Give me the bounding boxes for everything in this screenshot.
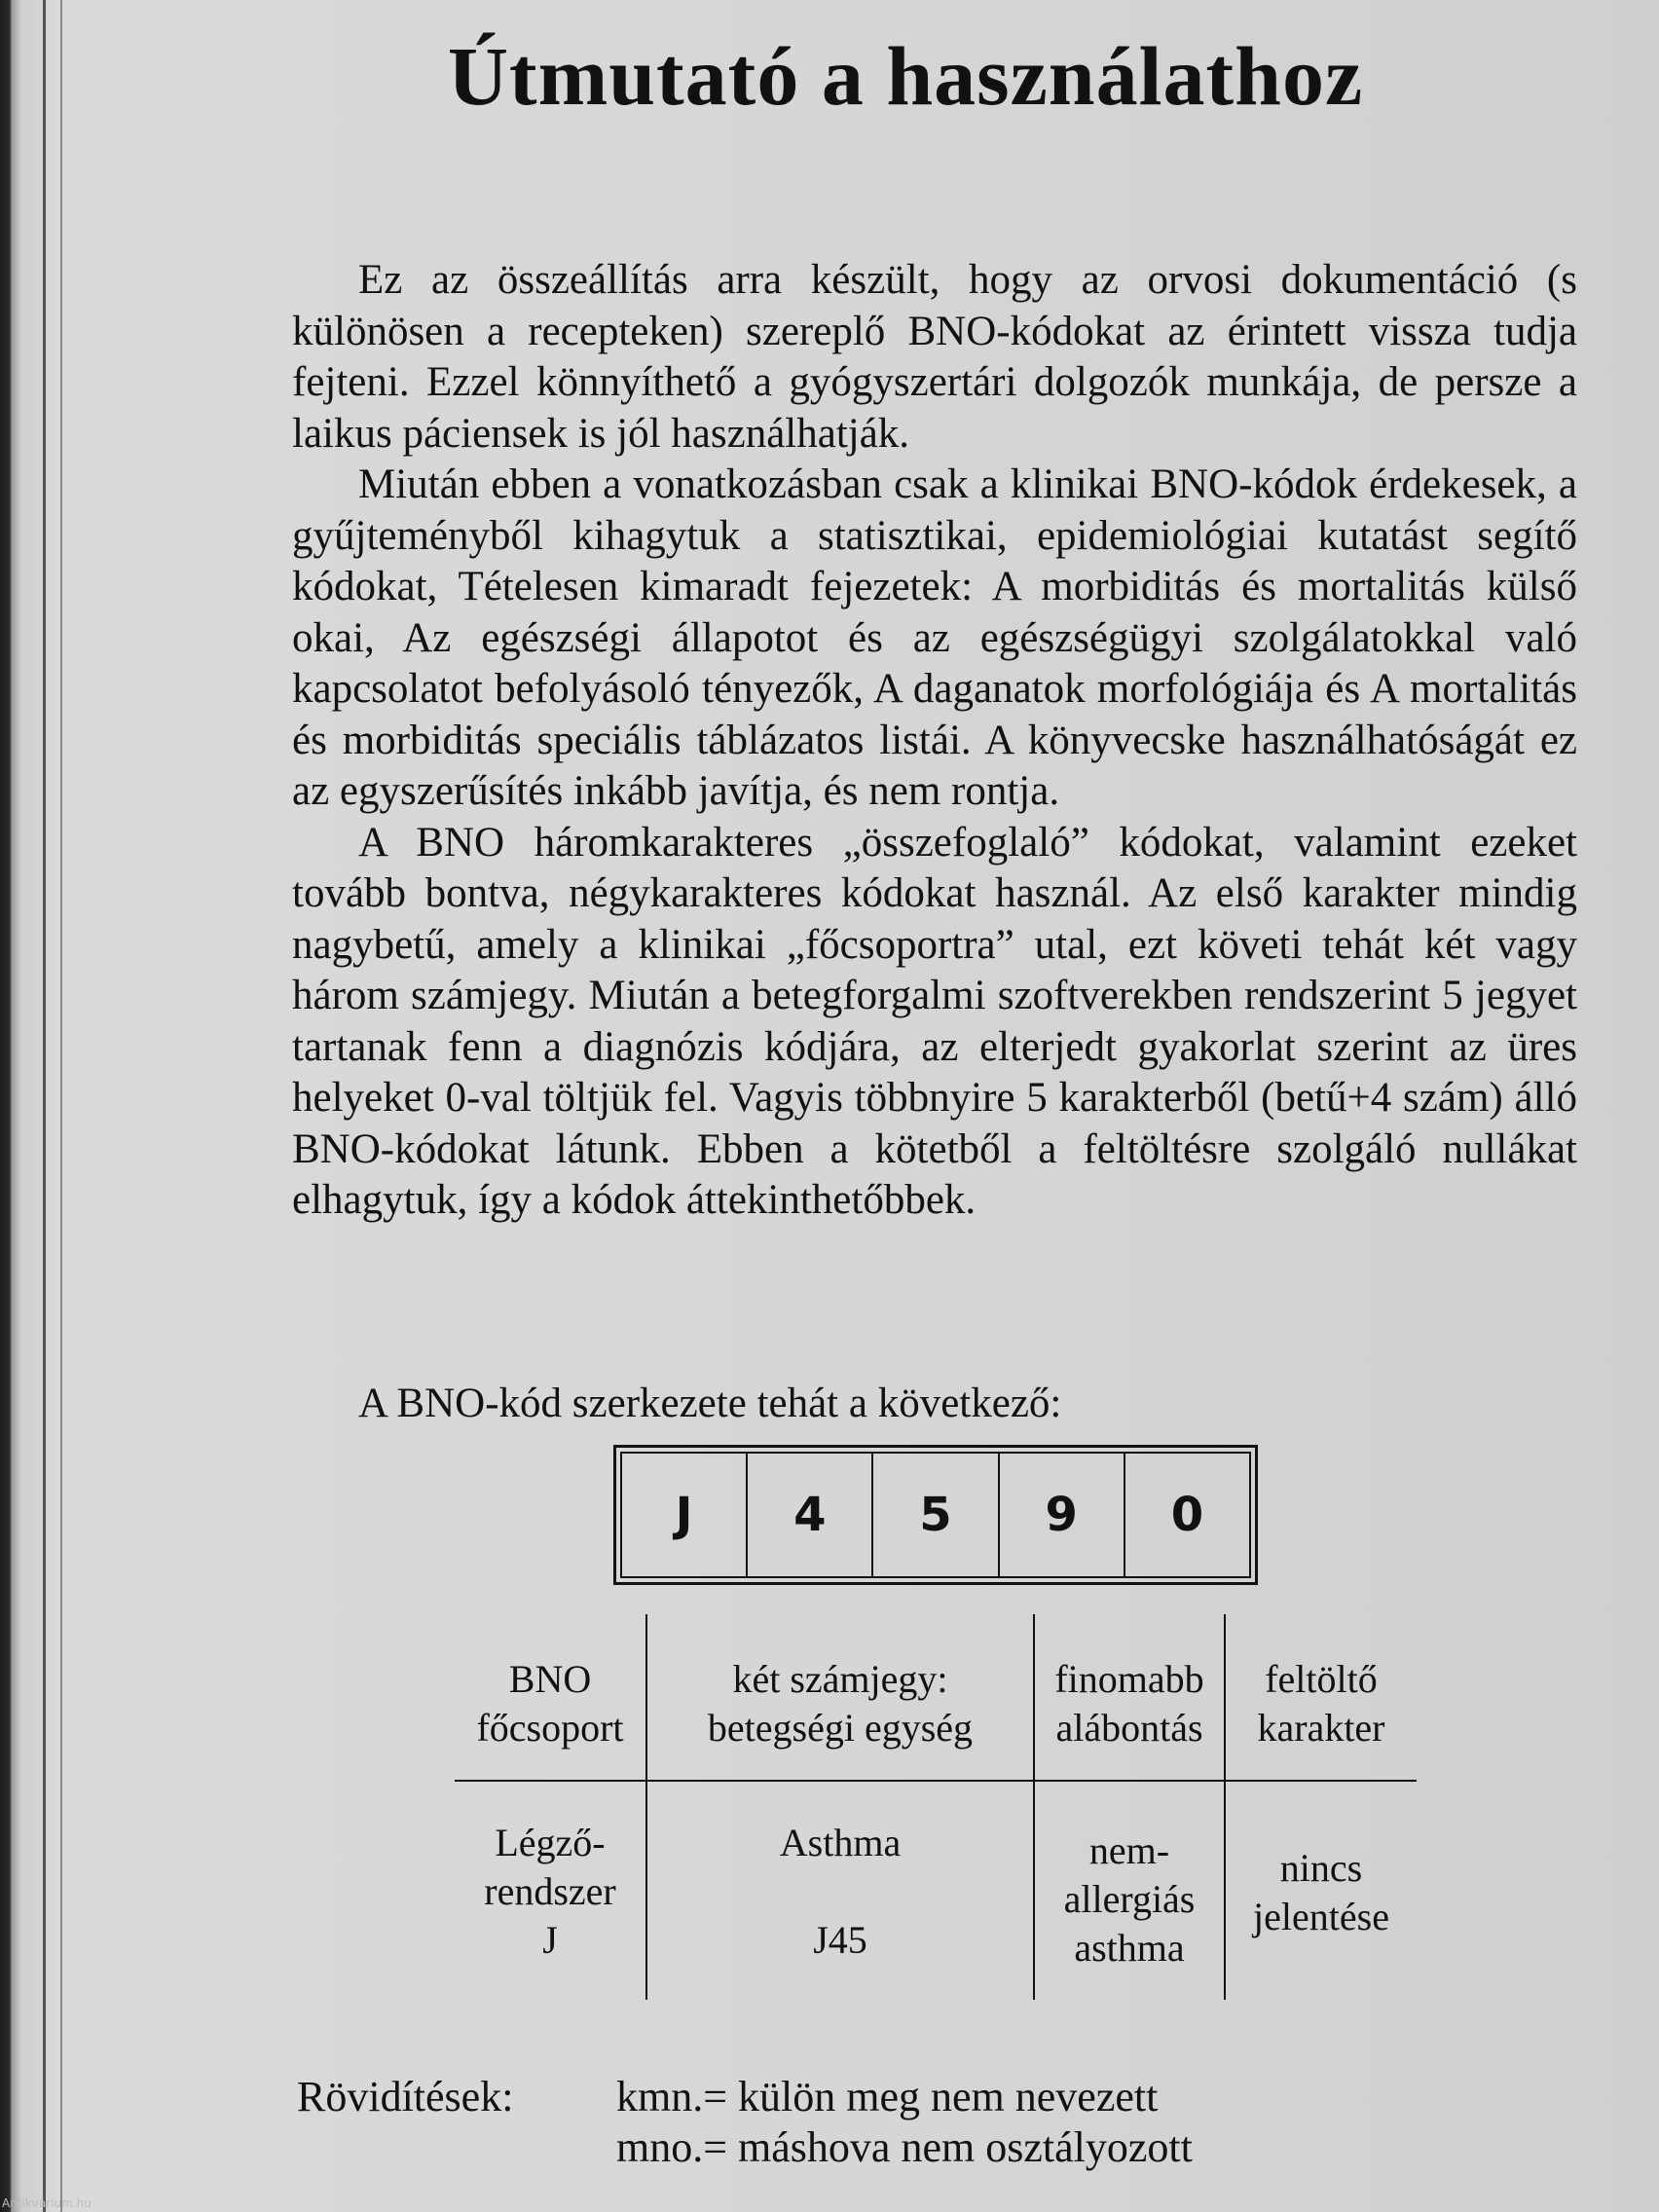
code-char-digit-4: 0 [1124, 1454, 1249, 1576]
legend-column-disease-unit [647, 1614, 1033, 2000]
legend-column-body: nem- allergiás asthma [1063, 1828, 1196, 1970]
legend-column-body: nincs jelentése [1253, 1846, 1389, 1938]
watermark: Antikvarium.hu [2, 2196, 92, 2210]
code-example-box [613, 1445, 1258, 1585]
legend-column-main-group [455, 1614, 645, 2000]
paragraph-2: Miután ebben a vonatkozásban csak a klinikai BNO-kódok érdekesek, a gyűjteményből kihagytuk a statisztikai, epidemiológiai kutatást segítő kódokat, Tételesen kimaradt fejezetek: A morbiditás és mortalitás külső okai, Az egészségi állapotot és az egészségügyi szolgálatokkal való kapcsolatot befolyásoló tényezők, A daganatok morfológiája és A mortalitás és morbiditás speciális táblázatos listái. A könyvecske használhatóságát ez az egyszerűsítés inkább javítja, és nem rontja. [292, 461, 1577, 814]
code-char-digit-2: 5 [871, 1454, 997, 1576]
legend-column-filler [1226, 1614, 1417, 2000]
abbreviation-item: mno.= máshova nem osztályozott [616, 2123, 1193, 2171]
legend-column-body-bottom: J45 [813, 1918, 867, 1962]
legend-column-body-top: Asthma [779, 1821, 902, 1864]
book-spine-edge [60, 0, 62, 2212]
abbreviation-item: kmn.= külön meg nem nevezett [616, 2073, 1159, 2120]
page-title: Útmutató a használathoz [447, 29, 1364, 123]
body-text [292, 255, 1577, 1227]
paragraph-3: A BNO háromkarakteres „összefoglaló” kódokat, valamint ezeket tovább bontva, négykarakteres kódokat használ. Az első karakter mindig nagybetű, amely a klinikai „főcsoportra” utal, ezt követi tehát két vagy három számjegy. Miután a betegforgalmi szoftverekben rendszerint 5 jegyet tartanak fenn a diagnózis kódjára, az elterjedt gyakorlat szerint az üres helyeket 0-val töltjük fel. Vagyis többnyire 5 karakterből (betű+4 szám) álló BNO-kódokat látunk. Ebben a kötetből a feltöltésre szolgáló nullákat elhagytuk, így a kódok áttekinthetőbbek. [292, 819, 1577, 1223]
code-legend-table [455, 1614, 1417, 2000]
abbreviations-label: Rövidítések: [297, 2073, 514, 2120]
legend-column-head: két számjegy: betegségi egység [707, 1657, 974, 1750]
legend-column-head: feltöltő karakter [1257, 1657, 1385, 1750]
paragraph-1: Ez az összeállítás arra készült, hogy az orvosi dokumentáció (s különösen a recepteken) szereplő BNO-kódokat az érintett vissza tudja fejteni. Ezzel könnyíthető a gyógyszertári dolgozók munkája, de persze a laikus páciensek is jól használhatják. [292, 257, 1577, 457]
legend-column-head: BNO főcsoport [476, 1657, 624, 1750]
legend-column-body: Légző- rendszer J [484, 1821, 616, 1962]
book-spine-shadow [43, 0, 46, 2212]
abbreviations-list [616, 2072, 1193, 2173]
code-char-letter: J [675, 1488, 693, 1542]
legend-column-head: finomabb alábontás [1054, 1657, 1204, 1750]
structure-intro: A BNO-kód szerkezete tehát a következő: [358, 1381, 1062, 1426]
code-char-digit-3: 9 [998, 1454, 1124, 1576]
code-example-inner [620, 1452, 1251, 1578]
code-char-digit-1: 4 [746, 1454, 871, 1576]
legend-column-subdivision [1035, 1614, 1224, 2000]
